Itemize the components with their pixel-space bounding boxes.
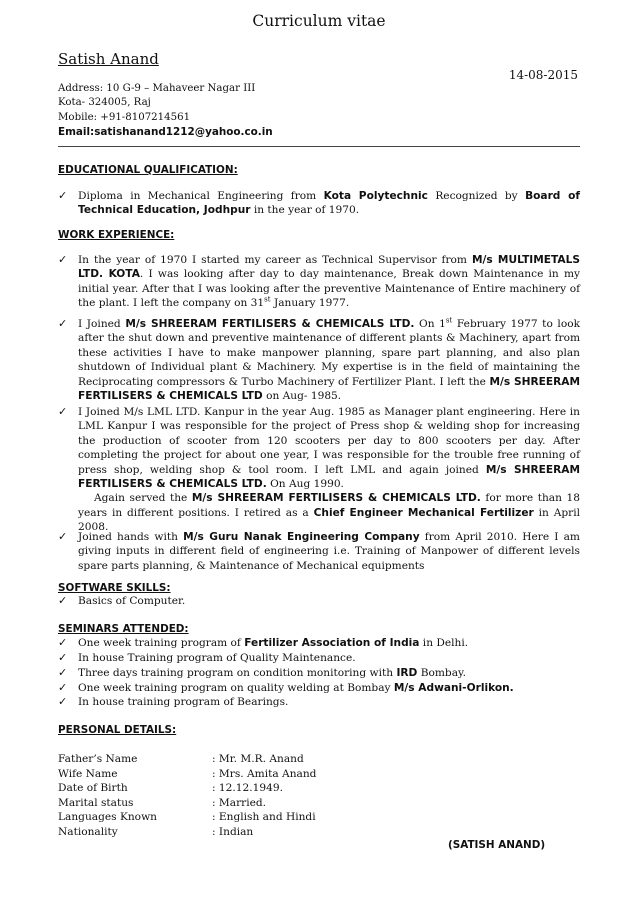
personal-row-nationality: Nationality : Indian [58,825,254,838]
work-item-3 [58,405,580,535]
work-item-1 [58,253,580,311]
checkmark-icon: ✓ [58,405,68,418]
checkmark-icon: ✓ [58,636,68,649]
address-line-1: Address: 10 G-9 – Mahaveer Nagar III [58,83,256,94]
work-text-3: I Joined M/s LML LTD. Kanpur in the year Aug. 1985 as Manager plant engineering. Here in LML Kanpur I was responsible for the project of Press shop & welding shop for increasing the production of scooter from 120 scooters per day to 800 scooters per day. After completing the project for about one year, I was responsible for the trouble free running of press shop, welding shop & tool room. I left LML and again joined M/s SHREERAM FERTILISERS & CHEMICALS LTD. On Aug 1990. Again served the M/s SHREERAM FERTILISERS & CHEMICALS LTD. for more than 18 years in different positions. I retired as a Chief Engineer Mechanical Fertilizer in April 2008. [78,406,581,534]
address-line-2: Kota- 324005, Raj [58,97,151,109]
document-title: Curriculum vitae [252,12,386,30]
work-heading: WORK EXPERIENCE: [58,229,175,241]
work-item-2 [58,317,580,403]
candidate-name: Satish Anand [58,50,159,68]
signature-name: (SATISH ANAND) [448,839,546,851]
personal-row-father: Father’s Name : Mr. M.R. Anand [58,753,304,765]
work-item-4 [58,530,580,573]
document-date: 14-08-2015 [508,68,578,82]
email-address: Email:satishanand1212@yahoo.co.in [58,126,273,139]
seminar-item-2: ✓ In house Training program of Quality Maintenance. [58,651,356,664]
seminars-heading: SEMINARS ATTENDED: [58,623,189,635]
software-item: ✓ Basics of Computer. [58,594,186,607]
personal-row-dob: Date of Birth : 12.12.1949. [58,782,283,794]
personal-row-marital: Marital status : Married. [58,796,267,809]
seminar-item-5: ✓ In house training program of Bearings. [58,695,289,708]
checkmark-icon: ✓ [58,253,68,266]
education-text: Diploma in Mechanical Engineering from Kota Polytechnic Recognized by Board of Technical Education, Jodhpur in the year of 1970. [78,190,580,217]
personal-heading: PERSONAL DETAILS: [58,724,177,736]
personal-row-wife: Wife Name : Mrs. Amita Anand [58,767,317,780]
checkmark-icon: ✓ [58,530,68,543]
checkmark-icon: ✓ [58,189,68,202]
software-heading: SOFTWARE SKILLS: [58,582,171,594]
education-heading: EDUCATIONAL QUALIFICATION: [58,164,238,176]
seminar-item-1: ✓ One week training program of Fertilizer Association of India in Delhi. [58,636,469,649]
contact-block [58,82,273,140]
checkmark-icon: ✓ [58,317,68,330]
header-divider [58,146,580,147]
checkmark-icon: ✓ [58,666,68,679]
personal-details-table [58,752,316,839]
seminar-item-4: ✓ One week training program on quality welding at Bombay M/s Adwani-Orlikon. [58,681,514,694]
personal-row-languages: Languages Known : English and Hindi [58,811,316,823]
education-item [58,189,580,218]
work-text-4: Joined hands with M/s Guru Nanak Engineering Company from April 2010. Here I am giving inputs in different field of engineering i.e. Training of Manpower of different levels spare parts planning, & Maintenance of Mechanical equipments [78,531,580,572]
checkmark-icon: ✓ [58,695,68,708]
checkmark-icon: ✓ [58,651,68,664]
work-text-2: I Joined M/s SHREERAM FERTILISERS & CHEMICALS LTD. On 1st February 1977 to look after the shut down and preventive maintenance of different plants & Machinery, apart from these activities I have to make manpower planning, spare part planning, and also plan shutdown of Individual plant & Machinery. My expertise is in the field of maintaining the Reciprocating compressors & Turbo Machinery of Fertilizer Plant. I left the M/s SHREERAM FERTILISERS & CHEMICALS LTD on Aug- 1985. [78,316,581,403]
checkmark-icon: ✓ [58,681,68,694]
seminar-item-3: ✓ Three days training program on condition monitoring with IRD Bombay. [58,666,466,679]
mobile-number: Mobile: +91-8107214561 [58,111,191,123]
checkmark-icon: ✓ [58,594,68,607]
work-text-1: In the year of 1970 I started my career as Technical Supervisor from M/s MULTIMETALS LTD. KOTA. I was looking after day to day maintenance, Break down Maintenance in my initial year. After that I was looking after the preventive Maintenance of Entire machinery of the plant. I left the company on 31st January 1977. [78,254,581,310]
